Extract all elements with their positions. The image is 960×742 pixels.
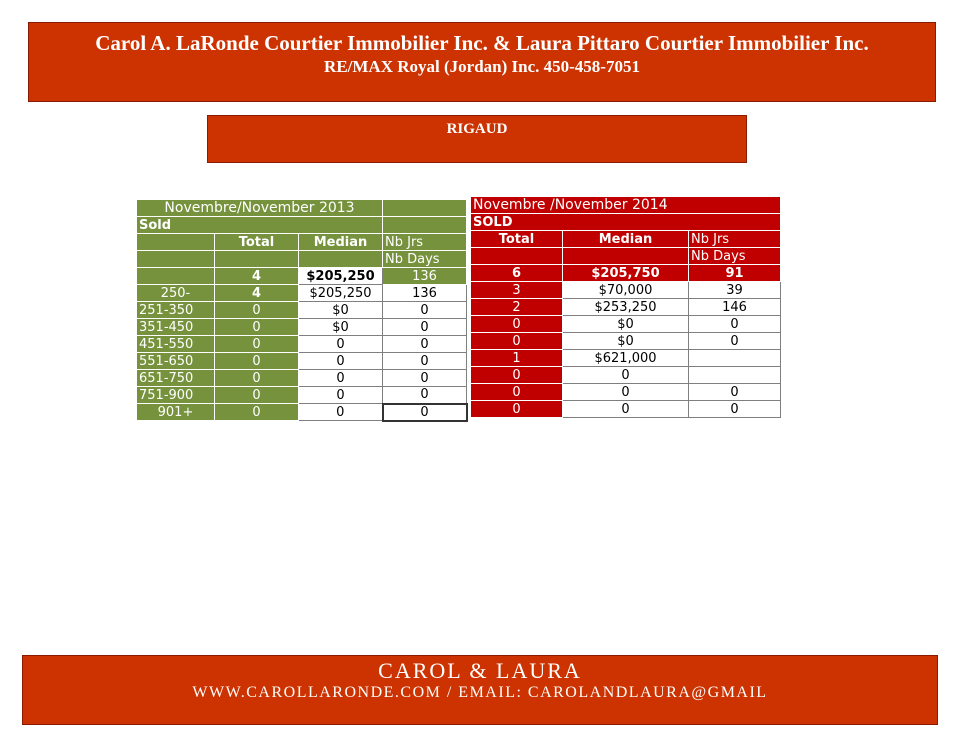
summary-days-2013: 136 — [383, 268, 467, 285]
row-total: 0 — [215, 404, 299, 421]
row-median: 0 — [299, 370, 383, 387]
col-days-fr-2014: Nb Jrs — [689, 231, 781, 248]
price-range: 251-350 — [137, 302, 215, 319]
brokers-title: Carol A. LaRonde Courtier Immobilier Inc. & Laura Pittaro Courtier Immobilier Inc. — [95, 31, 869, 55]
row-days: 0 — [383, 353, 467, 370]
price-range: 751-900 — [137, 387, 215, 404]
row-days: 39 — [689, 282, 781, 299]
table-row — [137, 302, 467, 319]
row-days — [689, 350, 781, 367]
table-row — [471, 401, 781, 418]
row-median: 0 — [299, 404, 383, 421]
footer-banner — [22, 655, 938, 725]
row-median: $0 — [563, 333, 689, 350]
period-2014: Novembre /November 2014 — [471, 197, 781, 214]
row-days: 0 — [689, 401, 781, 418]
row-median: $0 — [299, 302, 383, 319]
table-row — [137, 404, 467, 421]
row-total: 0 — [471, 367, 563, 384]
col-median-2013: Median — [299, 234, 383, 251]
price-range: 551-650 — [137, 353, 215, 370]
row-median: $70,000 — [563, 282, 689, 299]
row-median: 0 — [299, 336, 383, 353]
row-total: 0 — [215, 387, 299, 404]
row-total: 0 — [471, 384, 563, 401]
table-row — [471, 282, 781, 299]
table-row — [137, 319, 467, 336]
row-total: 0 — [471, 401, 563, 418]
row-median: 0 — [563, 367, 689, 384]
agency-phone: RE/MAX Royal (Jordan) Inc. 450-458-7051 — [324, 57, 640, 76]
summary-days-2014: 91 — [689, 265, 781, 282]
row-median: $253,250 — [563, 299, 689, 316]
row-total: 0 — [215, 370, 299, 387]
sold-label-2014: SOLD — [471, 214, 781, 231]
col-total-2014: Total — [471, 231, 563, 248]
table-row — [471, 299, 781, 316]
price-range: 651-750 — [137, 370, 215, 387]
table-row — [137, 370, 467, 387]
col-days-fr-2013: Nb Jrs — [383, 234, 467, 251]
row-days: 146 — [689, 299, 781, 316]
footer-names: CAROL & LAURA — [378, 658, 582, 683]
row-total: 0 — [471, 316, 563, 333]
row-total: 0 — [215, 336, 299, 353]
row-days: 0 — [689, 333, 781, 350]
row-days: 0 — [383, 404, 467, 421]
row-days — [689, 367, 781, 384]
row-total: 4 — [215, 285, 299, 302]
row-median: $621,000 — [563, 350, 689, 367]
row-total: 2 — [471, 299, 563, 316]
table-2014 — [470, 196, 781, 418]
price-range: 451-550 — [137, 336, 215, 353]
row-median: 0 — [299, 387, 383, 404]
price-range: 250- — [137, 285, 215, 302]
row-median: 0 — [563, 384, 689, 401]
table-row — [471, 316, 781, 333]
row-total: 0 — [471, 333, 563, 350]
price-range: 351-450 — [137, 319, 215, 336]
table-2013 — [136, 199, 468, 422]
row-median: $0 — [563, 316, 689, 333]
row-days: 0 — [383, 387, 467, 404]
summary-median-2013: $205,250 — [299, 268, 383, 285]
col-median-2014: Median — [563, 231, 689, 248]
table-row — [137, 353, 467, 370]
city-title: RIGAUD — [207, 115, 747, 163]
row-total: 0 — [215, 302, 299, 319]
table-row — [137, 285, 467, 302]
row-days: 0 — [383, 302, 467, 319]
row-days: 0 — [383, 336, 467, 353]
col-days-en-2013: Nb Days — [383, 251, 467, 268]
row-days: 0 — [689, 316, 781, 333]
row-total: 0 — [215, 353, 299, 370]
table-row — [137, 387, 467, 404]
row-days: 0 — [689, 384, 781, 401]
row-median: $205,250 — [299, 285, 383, 302]
table-row — [471, 350, 781, 367]
row-median: 0 — [299, 353, 383, 370]
row-total: 3 — [471, 282, 563, 299]
table-row — [137, 336, 467, 353]
row-total: 0 — [215, 319, 299, 336]
row-days: 0 — [383, 370, 467, 387]
summary-total-2014: 6 — [471, 265, 563, 282]
footer-contact: WWW.CAROLLARONDE.COM / EMAIL: CAROLANDLAURA@GMAIL — [192, 684, 768, 701]
row-days: 136 — [383, 285, 467, 302]
header-banner — [28, 22, 936, 102]
summary-total-2013: 4 — [215, 268, 299, 285]
table-row — [471, 367, 781, 384]
row-median: 0 — [563, 401, 689, 418]
table-row — [471, 384, 781, 401]
row-days: 0 — [383, 319, 467, 336]
row-total: 1 — [471, 350, 563, 367]
summary-median-2014: $205,750 — [563, 265, 689, 282]
period-2013: Novembre/November 2013 — [137, 200, 383, 217]
col-total-2013: Total — [215, 234, 299, 251]
col-days-en-2014: Nb Days — [689, 248, 781, 265]
sold-label-2013: Sold — [137, 217, 383, 234]
row-median: $0 — [299, 319, 383, 336]
price-range: 901+ — [137, 404, 215, 421]
table-row — [471, 333, 781, 350]
